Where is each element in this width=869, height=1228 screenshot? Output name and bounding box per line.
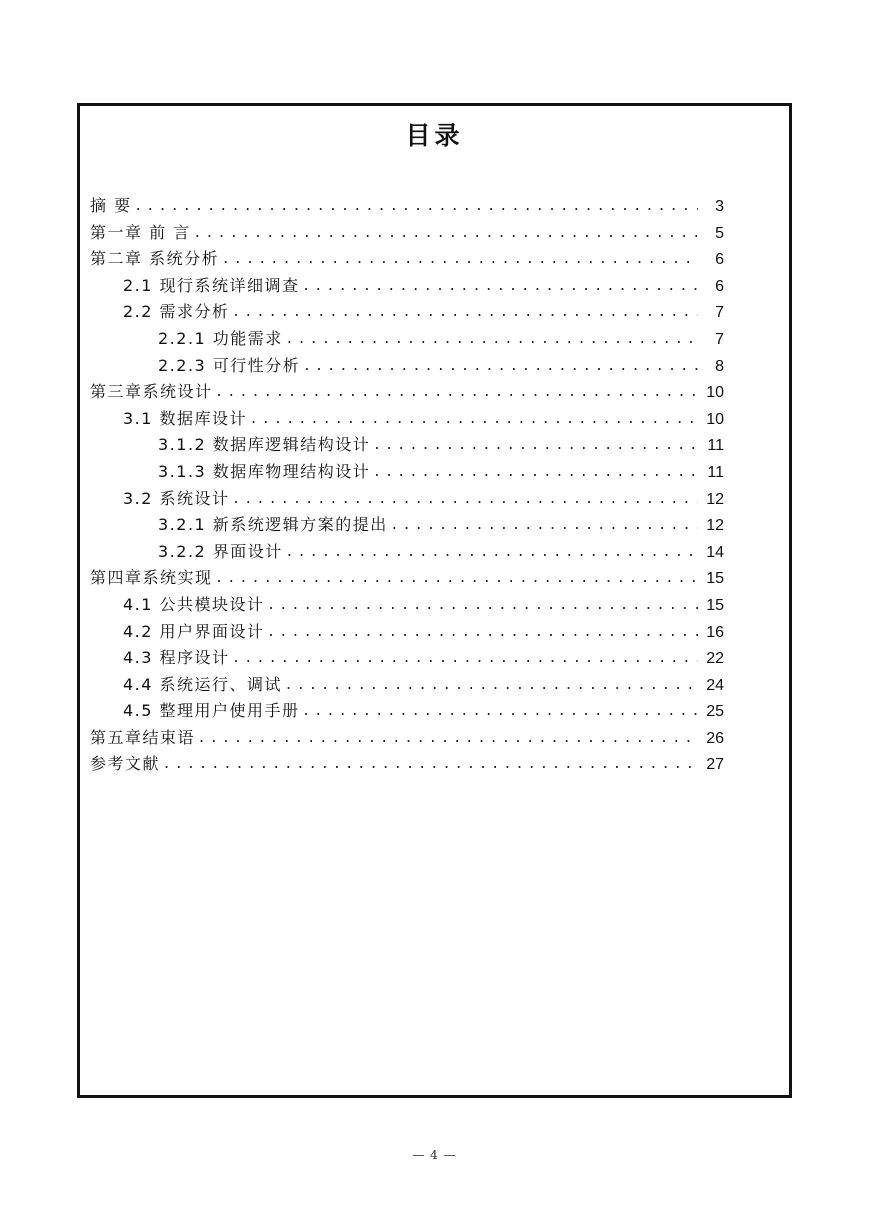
- table-of-contents: [90, 193, 724, 778]
- toc-entry[interactable]: [90, 299, 724, 326]
- toc-entry-label: 参考文献: [90, 754, 161, 774]
- toc-entry-label: 摘 要: [90, 196, 132, 215]
- dot-leader: [234, 644, 698, 671]
- toc-entry-page: 6: [715, 251, 724, 269]
- toc-entry-page: 27: [706, 756, 724, 774]
- toc-entry-page: 22: [706, 650, 724, 668]
- toc-entry-label: 3.1.2 数据库逻辑结构设计: [158, 435, 371, 455]
- toc-entry-page: 11: [707, 437, 724, 455]
- toc-entry-page: 8: [715, 357, 724, 375]
- toc-entry[interactable]: [90, 592, 724, 619]
- toc-entry-page: 7: [715, 304, 724, 322]
- toc-entry[interactable]: [90, 273, 724, 300]
- toc-entry-label: 2.2 需求分析: [123, 302, 230, 322]
- toc-entry-page: 15: [706, 570, 724, 588]
- toc-entry[interactable]: [90, 645, 724, 672]
- dot-leader: [199, 724, 698, 751]
- toc-entry-label: 2.2.1 功能需求: [158, 328, 283, 348]
- toc-entry-page: 14: [706, 543, 724, 561]
- toc-entry[interactable]: [90, 220, 724, 247]
- dot-leader: [269, 618, 698, 645]
- dot-leader: [374, 458, 698, 485]
- dot-leader: [286, 671, 698, 698]
- toc-entry-label: 4.4 系统运行、调试: [123, 674, 283, 694]
- toc-entry-page: 11: [707, 463, 724, 481]
- toc-entry-label: 第五章结束语: [90, 727, 196, 747]
- toc-entry[interactable]: [90, 379, 724, 406]
- toc-entry-page: 6: [715, 277, 724, 295]
- dot-leader: [217, 564, 698, 591]
- page-number-footer: — 4 —: [412, 1148, 457, 1162]
- toc-entry-page: 15: [706, 596, 724, 614]
- toc-entry-label: 2.1 现行系统详细调查: [123, 275, 300, 295]
- toc-entry-label: 第三章系统设计: [90, 382, 213, 402]
- toc-entry[interactable]: [90, 353, 724, 380]
- dot-leader: [304, 697, 698, 724]
- toc-entry[interactable]: [90, 565, 724, 592]
- dot-leader: [304, 272, 698, 299]
- toc-entry-label: 3.1.3 数据库物理结构设计: [158, 461, 371, 481]
- toc-entry-page: 12: [706, 517, 724, 535]
- dot-leader: [287, 325, 698, 352]
- toc-entry[interactable]: [90, 246, 724, 273]
- toc-entry-label: 4.5 整理用户使用手册: [123, 701, 300, 721]
- dot-leader: [195, 219, 698, 246]
- toc-entry-label: 第四章系统实现: [90, 568, 213, 588]
- toc-entry-label: 2.2.3 可行性分析: [158, 355, 301, 375]
- toc-entry[interactable]: [90, 406, 724, 433]
- toc-entry-page: 5: [715, 224, 724, 242]
- toc-entry-label: 3.1 数据库设计: [123, 408, 248, 428]
- toc-entry-page: 3: [715, 198, 724, 215]
- toc-entry[interactable]: [90, 486, 724, 513]
- toc-entry-page: 7: [715, 330, 724, 348]
- toc-entry-page: 26: [706, 729, 724, 747]
- toc-entry[interactable]: [90, 751, 724, 778]
- toc-entry[interactable]: [90, 539, 724, 566]
- toc-entry[interactable]: [90, 698, 724, 725]
- dot-leader: [392, 511, 698, 538]
- toc-entry[interactable]: [90, 725, 724, 752]
- toc-entry-page: 16: [706, 623, 724, 641]
- dot-leader: [234, 485, 698, 512]
- toc-entry[interactable]: [90, 459, 724, 486]
- dot-leader: [223, 245, 698, 272]
- toc-entry-page: 24: [706, 676, 724, 694]
- dot-leader: [136, 192, 698, 219]
- toc-entry[interactable]: [90, 619, 724, 646]
- toc-entry-label: 4.1 公共模块设计: [123, 594, 265, 614]
- toc-entry-page: 12: [706, 490, 724, 508]
- dot-leader: [304, 352, 698, 379]
- dot-leader: [234, 298, 698, 325]
- toc-entry-label: 4.2 用户界面设计: [123, 621, 265, 641]
- toc-entry-label: 第一章 前 言: [90, 222, 191, 242]
- toc-entry[interactable]: [90, 432, 724, 459]
- dot-leader: [217, 378, 698, 405]
- toc-entry[interactable]: [90, 193, 724, 220]
- dot-leader: [287, 538, 698, 565]
- toc-entry-page: 25: [706, 703, 724, 721]
- toc-entry-page: 10: [706, 384, 724, 402]
- toc-entry[interactable]: [90, 326, 724, 353]
- toc-entry-label: 3.2 系统设计: [123, 488, 230, 508]
- page-title: 目录: [405, 121, 464, 150]
- toc-entry[interactable]: [90, 672, 724, 699]
- toc-entry-label: 4.3 程序设计: [123, 648, 230, 668]
- dot-leader: [164, 750, 698, 777]
- toc-entry-page: 10: [706, 410, 724, 428]
- toc-entry[interactable]: [90, 512, 724, 539]
- dot-leader: [374, 431, 698, 458]
- toc-entry-label: 3.2.1 新系统逻辑方案的提出: [158, 515, 388, 535]
- dot-leader: [269, 591, 698, 618]
- toc-entry-label: 3.2.2 界面设计: [158, 541, 283, 561]
- toc-entry-label: 第二章 系统分析: [90, 249, 220, 269]
- toc-frame: [77, 103, 792, 1098]
- dot-leader: [251, 405, 698, 432]
